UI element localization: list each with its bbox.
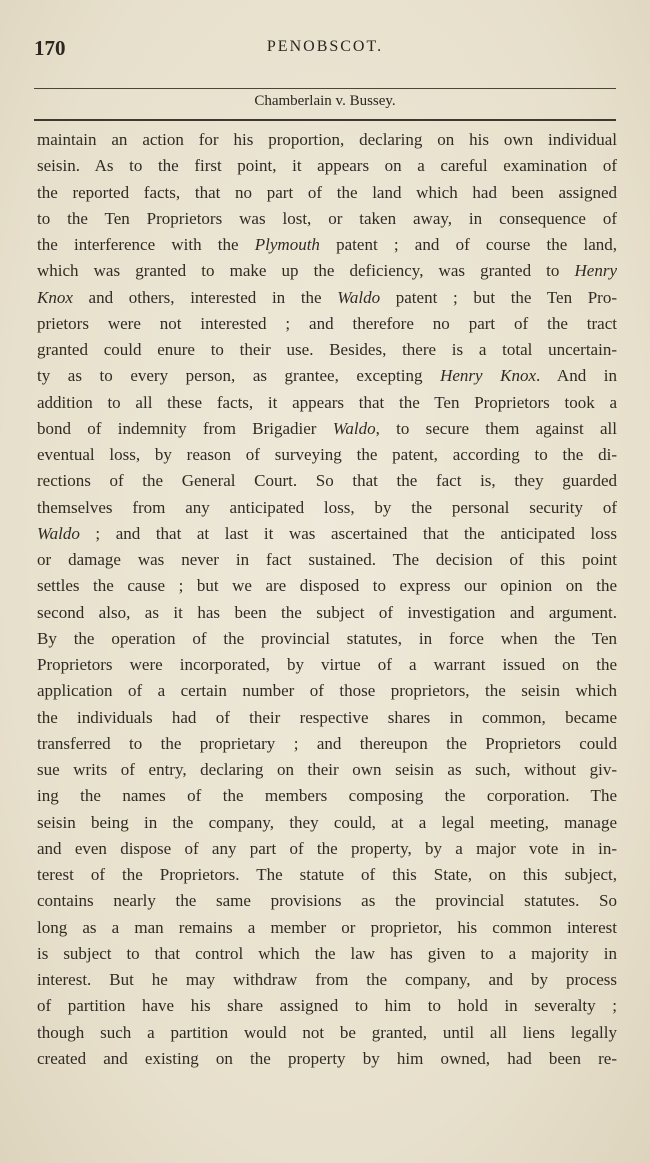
text-line: addition to all these facts, it appears that the Ten Proprietors took a (37, 392, 617, 412)
text-line: interest. But he may withdraw from the company, and by process (37, 970, 617, 989)
text-line: seisin. As to the first point, it appears on a careful examination of (37, 156, 617, 176)
text-line: prietors were not interested ; and therefore no part of the tract (37, 313, 617, 333)
header-rule (34, 88, 616, 89)
text-line: settles the cause ; but we are disposed to express our opinion on the (37, 576, 617, 596)
running-head: PENOBSCOT. (266, 38, 384, 55)
text-line: bond of indemnity from Brigadier Waldo, to secure them against all (37, 418, 617, 438)
text-line: rections of the General Court. So that the fact is, they guarded (37, 471, 617, 491)
page-number: 170 (34, 36, 66, 60)
text-line: contains nearly the same provisions as the provincial statutes. So (37, 891, 617, 911)
body-text (37, 127, 617, 1072)
text-line: Proprietors were incorporated, by virtue of a warrant issued on the (37, 655, 617, 674)
text-line: and even dispose of any part of the property, by a major vote in in- (37, 838, 617, 858)
text-line: granted could enure to their use. Besides, there is a total uncertain- (37, 340, 617, 359)
case-title-rule (34, 119, 616, 121)
text-line: themselves from any anticipated loss, by the personal security of (37, 497, 617, 517)
text-line: of partition have his share assigned to him to hold in severalty ; (37, 996, 617, 1016)
text-line: or damage was never in fact sustained. The decision of this point (37, 550, 617, 569)
text-line: the interference with the Plymouth patent ; and of course the land, (37, 235, 617, 254)
text-line: ing the names of the members composing the corporation. The (37, 786, 617, 806)
text-line: which was granted to make up the deficiency, was granted to Henry (37, 261, 617, 281)
text-line: the individuals had of their respective shares in common, became (37, 707, 617, 727)
text-line: created and existing on the property by him owned, had been re- (37, 1048, 617, 1068)
text-line: is subject to that control which the law has given to a majority in (37, 943, 617, 963)
text-line: though such a partition would not be granted, until all liens legally (37, 1022, 617, 1042)
text-line: Waldo ; and that at last it was ascertained that the anticipated loss (37, 523, 617, 543)
text-line: terest of the Proprietors. The statute of this State, on this subject, (37, 865, 617, 884)
text-line: eventual loss, by reason of surveying the patent, according to the di- (37, 445, 617, 464)
text-line: sue writs of entry, declaring on their own seisin as such, without giv- (37, 760, 617, 779)
text-line: transferred to the proprietary ; and thereupon the Proprietors could (37, 733, 617, 753)
text-line: long as a man remains a member or proprietor, his common interest (37, 917, 617, 937)
page-header (34, 36, 616, 66)
text-line: to the Ten Proprietors was lost, or taken away, in consequence of (37, 208, 617, 228)
text-line: the reported facts, that no part of the land which had been assigned (37, 182, 617, 202)
case-title: Chamberlain v. Bussey. (254, 93, 396, 109)
text-line: application of a certain number of those proprietors, the seisin which (37, 681, 617, 701)
text-line: second also, as it has been the subject of investigation and argument. (37, 602, 617, 622)
text-line: Knox and others, interested in the Waldo patent ; but the Ten Pro- (37, 287, 617, 307)
text-line: ty as to every person, as grantee, excepting Henry Knox. And in (37, 366, 617, 386)
text-line: By the operation of the provincial statutes, in force when the Ten (37, 628, 617, 648)
text-line: maintain an action for his proportion, declaring on his own individual (37, 130, 617, 149)
text-line: seisin being in the company, they could, at a legal meeting, manage (37, 812, 617, 832)
